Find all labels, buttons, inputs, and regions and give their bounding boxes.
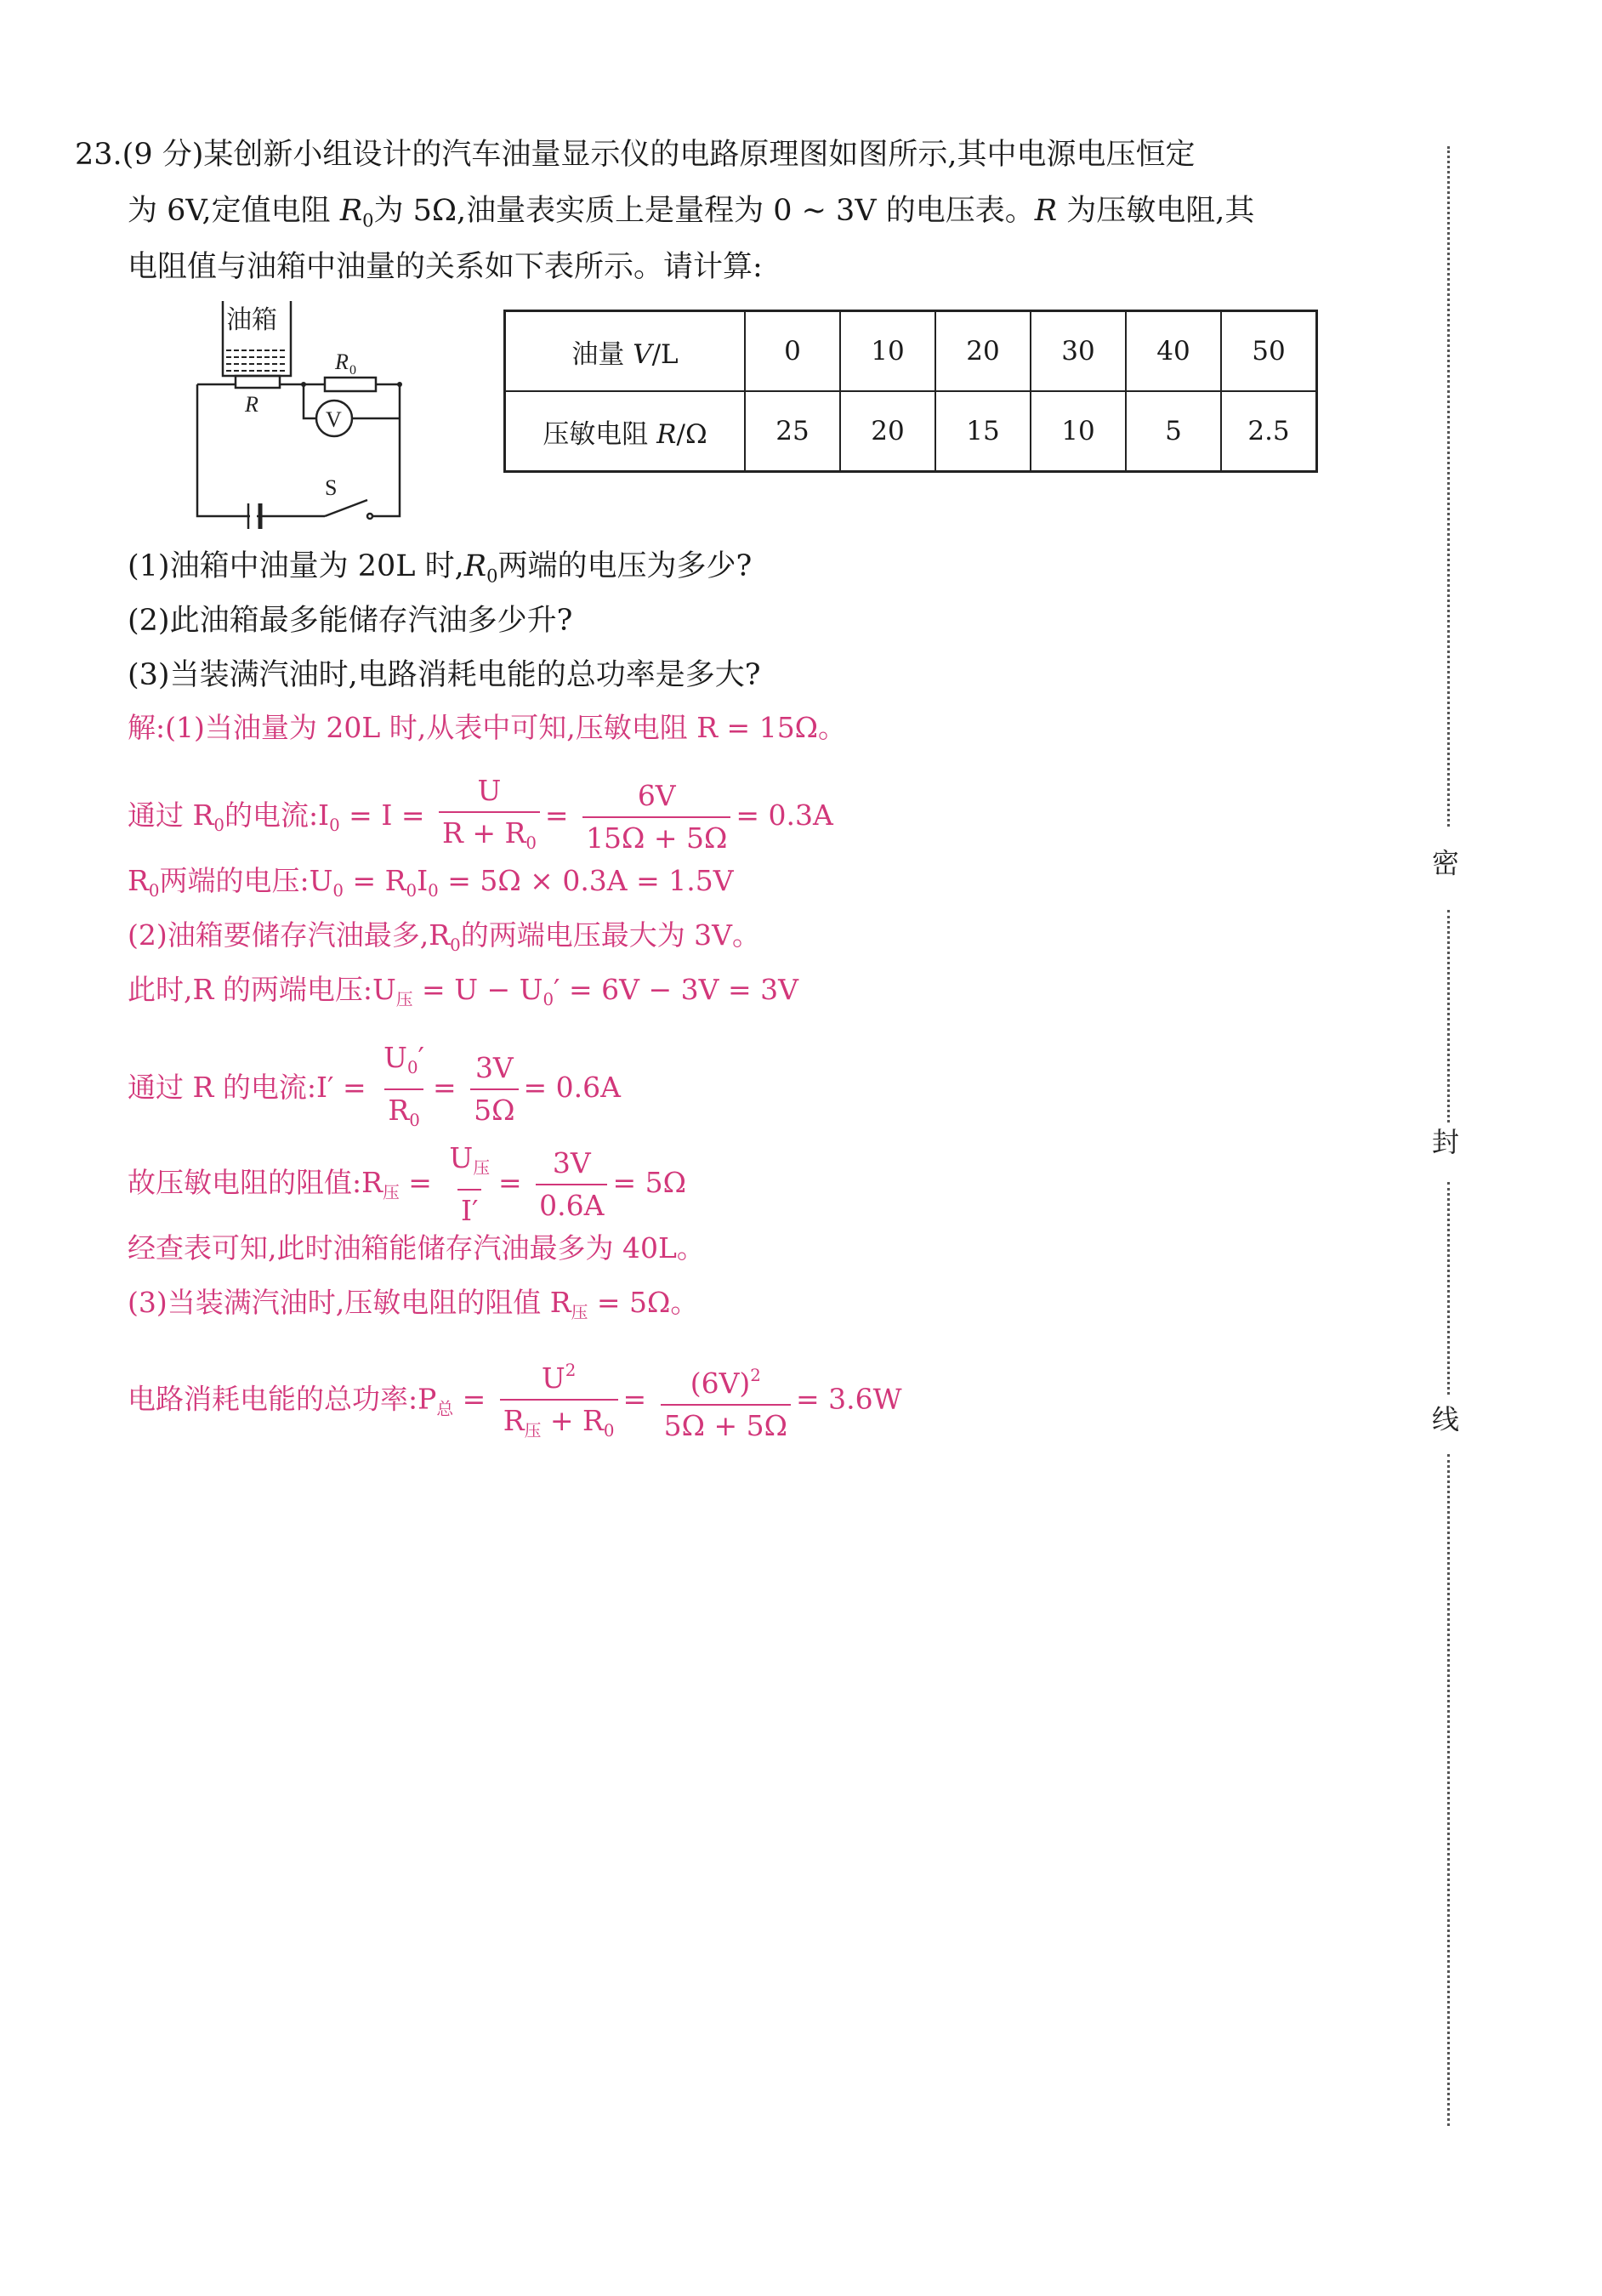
table-cell: 25 — [745, 391, 840, 472]
switch-label: S — [325, 475, 338, 500]
tank-label: 油箱 — [226, 306, 277, 334]
r0-label: R — [335, 350, 349, 374]
answer-line-10: 电路消耗电能的总功率$:P_总$ = $\frac{U^2}{R_压 + R_0}$ = $\frac{(6V)^2}{5\Omega + 5\Omega}$ = 3.6W — [128, 1352, 902, 1450]
table-cell: 0 — [745, 311, 840, 392]
answer-line-5: 此时,R 的两端电压$:U_压 = U - U_0' = 6V - 3V = 3V$ — [128, 973, 798, 1009]
seal-line-segment — [1447, 146, 1450, 827]
table-header-resistance: 压敏电阻 R/Ω — [505, 391, 746, 472]
table-cell: 20 — [840, 391, 935, 472]
table-cell: 15 — [935, 391, 1031, 472]
answer-line-3: $R_0$两端的电压$:U_0 = R_0I_0 = 5\Omega \times 0.3A = 1.5V$ — [128, 864, 734, 901]
table-cell: 50 — [1221, 311, 1317, 392]
seal-char: 封 — [1432, 1126, 1460, 1158]
answer-line-7: 故压敏电阻的阻值$:R_压$ = $\frac{U_压}{I'}$ = $\frac{3V}{0.6A}$ = 5Ω — [128, 1139, 686, 1230]
table-cell: 10 — [1031, 391, 1126, 472]
table-cell: 10 — [840, 311, 935, 392]
subquestion-3: (3)当装满汽油时,电路消耗电能的总功率是多大? — [128, 658, 761, 692]
table-cell: 40 — [1126, 311, 1221, 392]
answer-line-8: 经查表可知,此时油箱能储存汽油最多为 40L。 — [128, 1231, 705, 1265]
table-cell: 2.5 — [1221, 391, 1317, 472]
table-cell: 30 — [1031, 311, 1126, 392]
circuit-diagram — [189, 299, 410, 529]
seal-line-segment — [1447, 1182, 1450, 1395]
question-line-2: 为 6V,定值电阻 $R_0$为 5Ω,油量表实质上是量程为 0 ~ 3V 的电压表。R 为压敏电阻,其 — [128, 194, 1255, 231]
answer-line-9: (3)当装满汽油时,压敏电阻的阻值 $R_压 = 5\Omega$。 — [128, 1286, 699, 1322]
voltmeter-label: V — [326, 407, 342, 432]
table-cell: 20 — [935, 311, 1031, 392]
answer-line-1: 解:(1)当油量为 20L 时,从表中可知,压敏电阻 R = 15Ω。 — [128, 711, 847, 744]
oil-resistance-table — [503, 310, 1318, 473]
seal-line-segment — [1447, 910, 1450, 1122]
answer-line-6: 通过 R 的电流:I′ = $\frac{U_0'}{R_0}$ = $\frac{3V}{5\Omega}$ = 0.6A — [128, 1039, 621, 1139]
question-number: 23. — [75, 138, 122, 172]
seal-line-segment — [1447, 1454, 1450, 2126]
answer-line-4: (2)油箱要储存汽油最多$,R_0$的两端电压最大为 3V。 — [128, 918, 761, 955]
table-cell: 5 — [1126, 391, 1221, 472]
svg-text:0: 0 — [349, 363, 356, 378]
seal-char: 线 — [1432, 1403, 1460, 1435]
seal-char: 密 — [1432, 847, 1460, 879]
subquestion-2: (2)此油箱最多能储存汽油多少升? — [128, 604, 573, 638]
resistor-r-label: R — [245, 392, 258, 417]
table-row — [505, 311, 1317, 392]
question-line-1: 23.(9 分)某创新小组设计的汽车油量显示仪的电路原理图如图所示,其中电源电压恒定 — [75, 138, 1196, 172]
table-row — [505, 391, 1317, 472]
subquestion-1: (1)油箱中油量为 20L 时$,R_0$两端的电压为多少? — [128, 549, 753, 587]
answer-line-2: 通过 $R_0$的电流$:I_0 = I$ = $\frac{U}{R + R_0}$ = $\frac{6V}{15\Omega + 5\Omega}$ = 0.3A — [128, 772, 833, 862]
table-header-oil: 油量 V/L — [505, 311, 746, 392]
question-line-3: 电阻值与油箱中油量的关系如下表所示。请计算: — [128, 250, 763, 284]
